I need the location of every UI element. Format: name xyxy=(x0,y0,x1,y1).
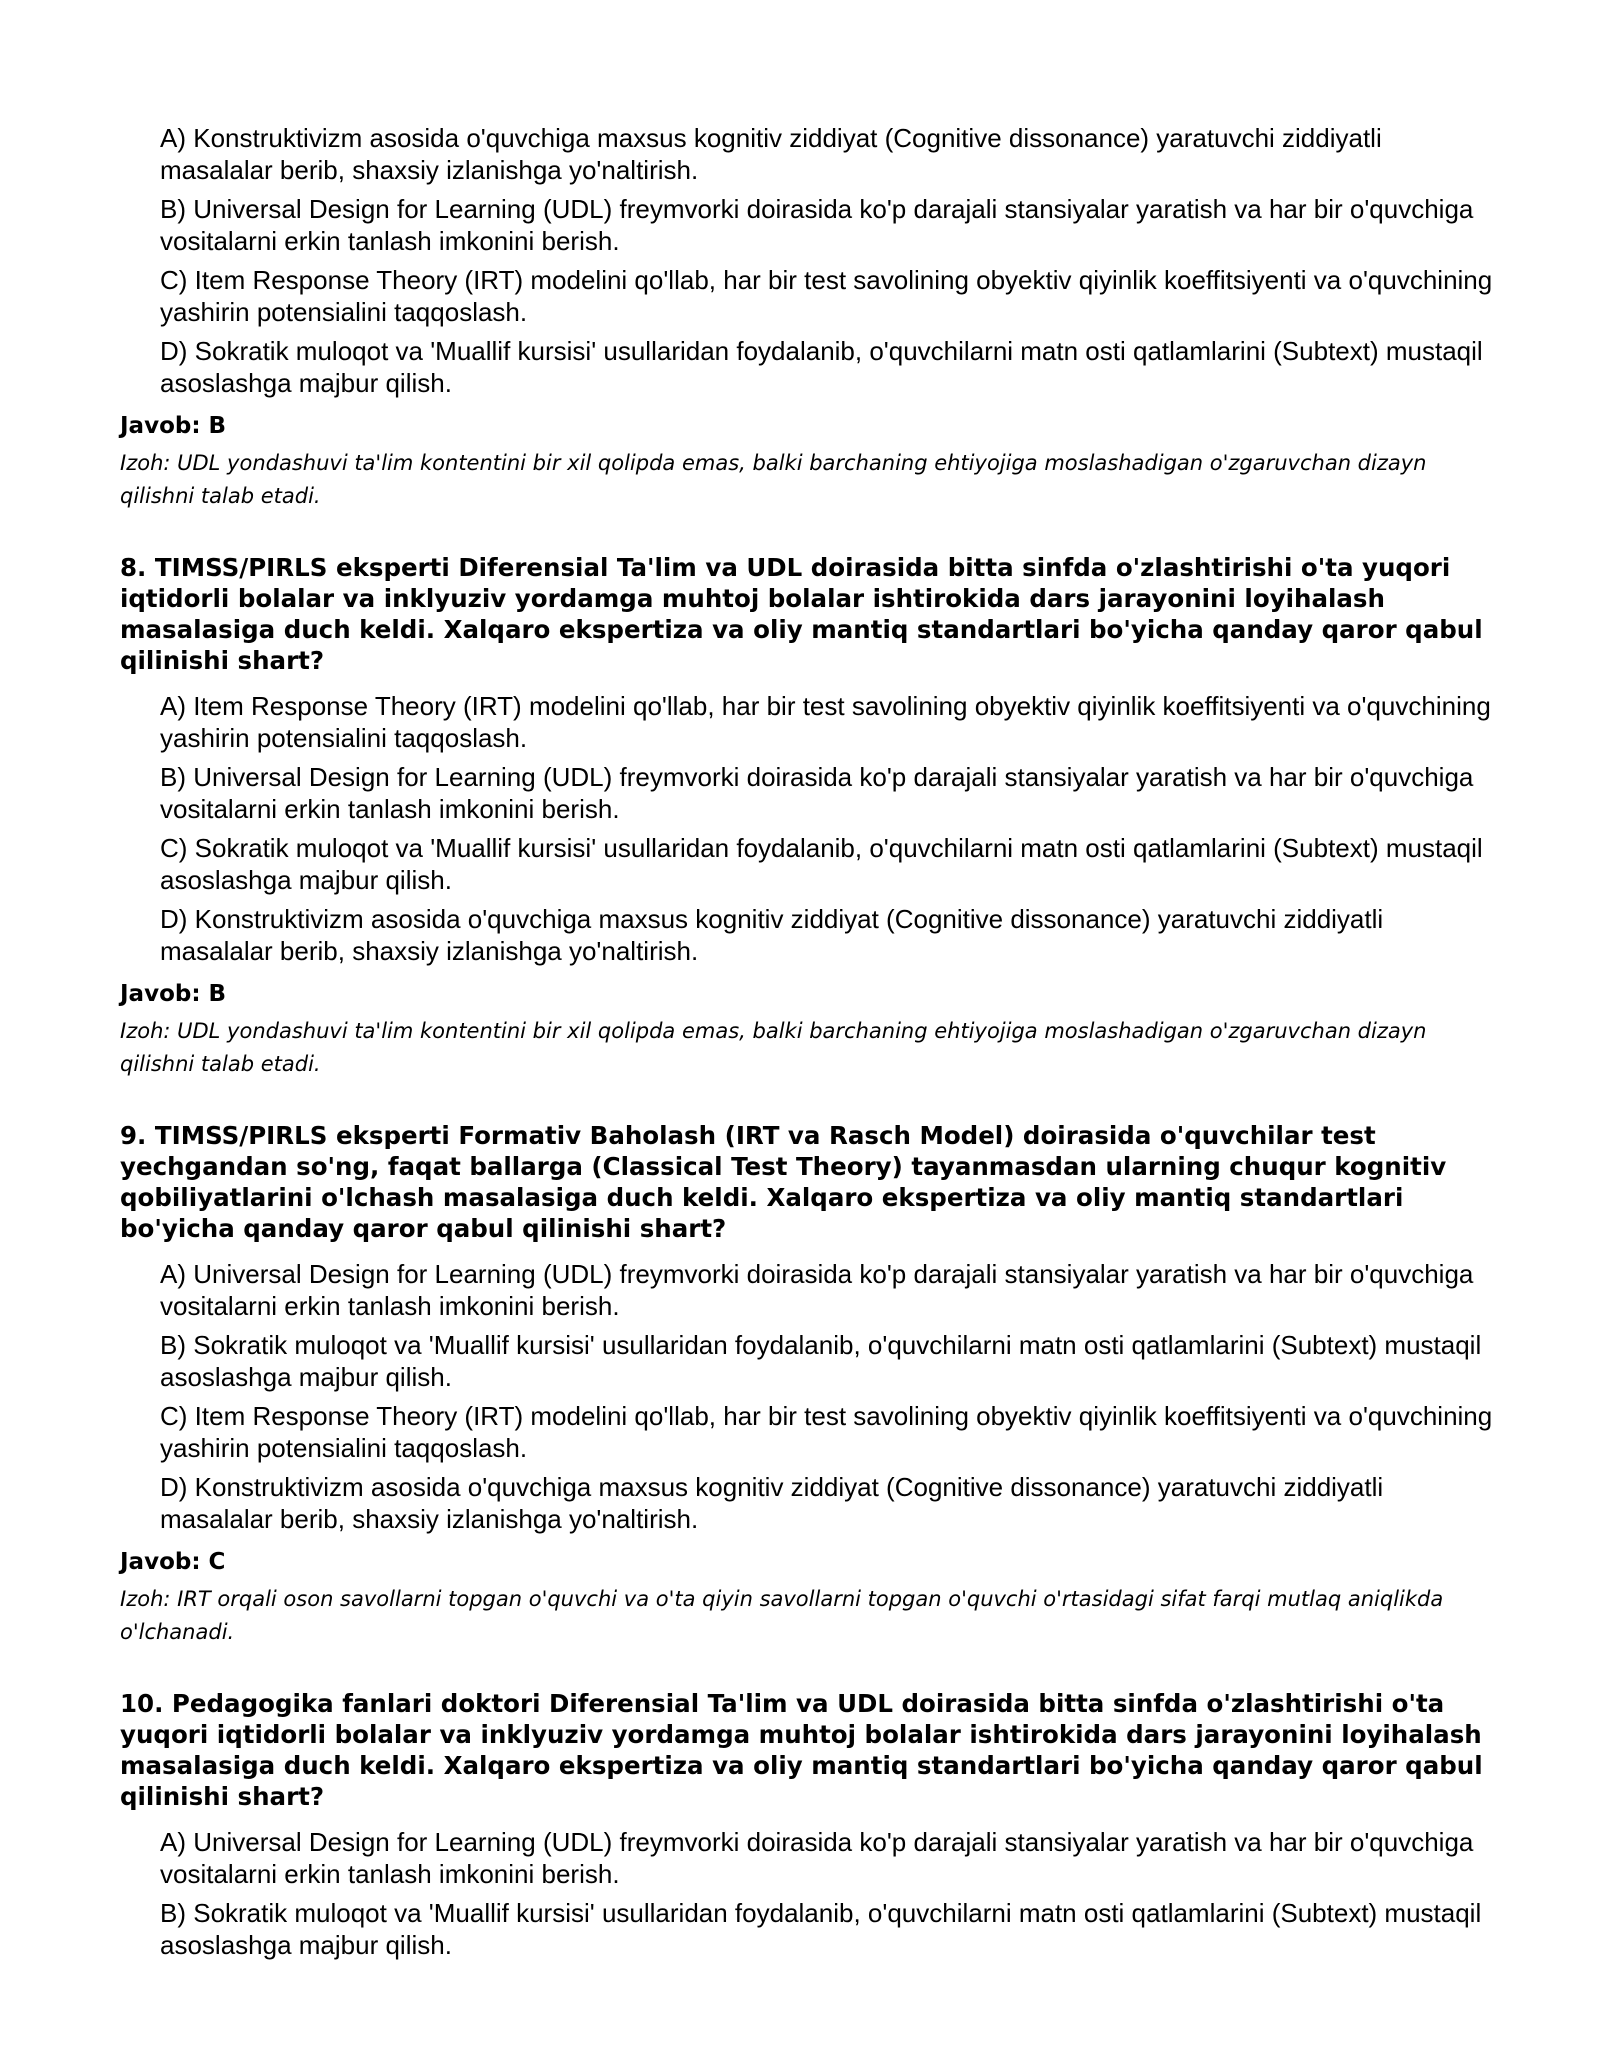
q10-option-b: B) Sokratik muloqot va 'Muallif kursisi' usullaridan foydalanib, o'quvchilarni matn osti qatlamlarini (Subtext) mustaqil asoslashga majbur qilish. xyxy=(160,1898,1482,1960)
q9-note: Izoh: IRT orqali oson savollarni topgan o'quvchi va o'ta qiyin savollarni topgan o'quvchi o'rtasidagi sifat farqi mutlaq aniqlikda o'lchanadi. xyxy=(120,1587,1444,1644)
question-10: 10. Pedagogika fanlari doktori Diferensial Ta'lim va UDL doirasida bitta sinfda o'zlashtirishi o'ta yuqori iqtidorli bolalar va inklyuziv yordamga muhtoj bolalar ishtirokida dars jarayonini loyihalash masalasiga duch keldi. Xalqaro ekspertiza va oliy mantiq standartlari bo'yicha qanday qaror qabul qilinishi shart? xyxy=(120,1689,1483,1811)
intro-option-b: B) Universal Design for Learning (UDL) freymvorki doirasida ko'p darajali stansiyalar yaratish va har bir o'quvchiga vositalarni erkin tanlash imkonini berish. xyxy=(160,194,1474,256)
intro-option-a: A) Konstruktivizm asosida o'quvchiga maxsus kognitiv ziddiyat (Cognitive dissonance) yaratuvchi ziddiyatli masalalar berib, shaxsiy izlanishga yo'naltirish. xyxy=(160,123,1382,185)
q8-note: Izoh: UDL yondashuvi ta'lim kontentini bir xil qolipda emas, balki barchaning ehtiyojiga moslashadigan o'zgaruvchan dizayn qilishni talab etadi. xyxy=(120,1019,1427,1076)
q9-option-a: A) Universal Design for Learning (UDL) freymvorki doirasida ko'p darajali stansiyalar yaratish va har bir o'quvchiga vositalarni erkin tanlash imkonini berish. xyxy=(160,1259,1474,1321)
q9-option-c: C) Item Response Theory (IRT) modelini qo'llab, har bir test savolining obyektiv qiyinlik koeffitsiyenti va o'quvchining yashirin potensialini taqqoslash. xyxy=(160,1401,1493,1463)
q9-option-d: D) Konstruktivizm asosida o'quvchiga maxsus kognitiv ziddiyat (Cognitive dissonance) yaratuvchi ziddiyatli masalalar berib, shaxsiy izlanishga yo'naltirish. xyxy=(160,1472,1384,1534)
question-8: 8. TIMSS/PIRLS eksperti Diferensial Ta'lim va UDL doirasida bitta sinfda o'zlashtirishi o'ta yuqori iqtidorli bolalar va inklyuziv yordamga muhtoj bolalar ishtirokida dars jarayonini loyihalash masalasiga duch keldi. Xalqaro ekspertiza va oliy mantiq standartlari bo'yicha qanday qaror qabul qilinishi shart? xyxy=(120,553,1483,675)
q8-answer: Javob: B xyxy=(120,981,227,1007)
q10-option-a: A) Universal Design for Learning (UDL) freymvorki doirasida ko'p darajali stansiyalar yaratish va har bir o'quvchiga vositalarni erkin tanlash imkonini berish. xyxy=(160,1827,1474,1889)
intro-answer: Javob: B xyxy=(120,413,227,439)
question-9: 9. TIMSS/PIRLS eksperti Formativ Baholash (IRT va Rasch Model) doirasida o'quvchilar test yechgandan so'ng, faqat ballarga (Classical Test Theory) tayanmasdan ularning chuqur kognitiv qobiliyatlarini o'lchash masalasiga duch keldi. Xalqaro ekspertiza va oliy mantiq standartlari bo'yicha qanday qaror qabul qilinishi shart? xyxy=(120,1121,1447,1243)
q8-option-c: C) Sokratik muloqot va 'Muallif kursisi' usullaridan foydalanib, o'quvchilarni matn osti qatlamlarini (Subtext) mustaqil asoslashga majbur qilish. xyxy=(160,833,1483,895)
intro-option-d: D) Sokratik muloqot va 'Muallif kursisi' usullaridan foydalanib, o'quvchilarni matn osti qatlamlarini (Subtext) mustaqil asoslashga majbur qilish. xyxy=(160,336,1483,398)
intro-note: Izoh: UDL yondashuvi ta'lim kontentini bir xil qolipda emas, balki barchaning ehtiyojiga moslashadigan o'zgaruvchan dizayn qilishni talab etadi. xyxy=(120,451,1427,508)
q8-option-a: A) Item Response Theory (IRT) modelini qo'llab, har bir test savolining obyektiv qiyinlik koeffitsiyenti va o'quvchining yashirin potensialini taqqoslash. xyxy=(160,691,1491,753)
q8-option-b: B) Universal Design for Learning (UDL) freymvorki doirasida ko'p darajali stansiyalar yaratish va har bir o'quvchiga vositalarni erkin tanlash imkonini berish. xyxy=(160,762,1474,824)
q9-answer: Javob: C xyxy=(120,1549,226,1575)
q9-option-b: B) Sokratik muloqot va 'Muallif kursisi' usullaridan foydalanib, o'quvchilarni matn osti qatlamlarini (Subtext) mustaqil asoslashga majbur qilish. xyxy=(160,1330,1482,1392)
q8-option-d: D) Konstruktivizm asosida o'quvchiga maxsus kognitiv ziddiyat (Cognitive dissonance) yaratuvchi ziddiyatli masalalar berib, shaxsiy izlanishga yo'naltirish. xyxy=(160,904,1384,966)
intro-option-c: C) Item Response Theory (IRT) modelini qo'llab, har bir test savolining obyektiv qiyinlik koeffitsiyenti va o'quvchining yashirin potensialini taqqoslash. xyxy=(160,265,1493,327)
